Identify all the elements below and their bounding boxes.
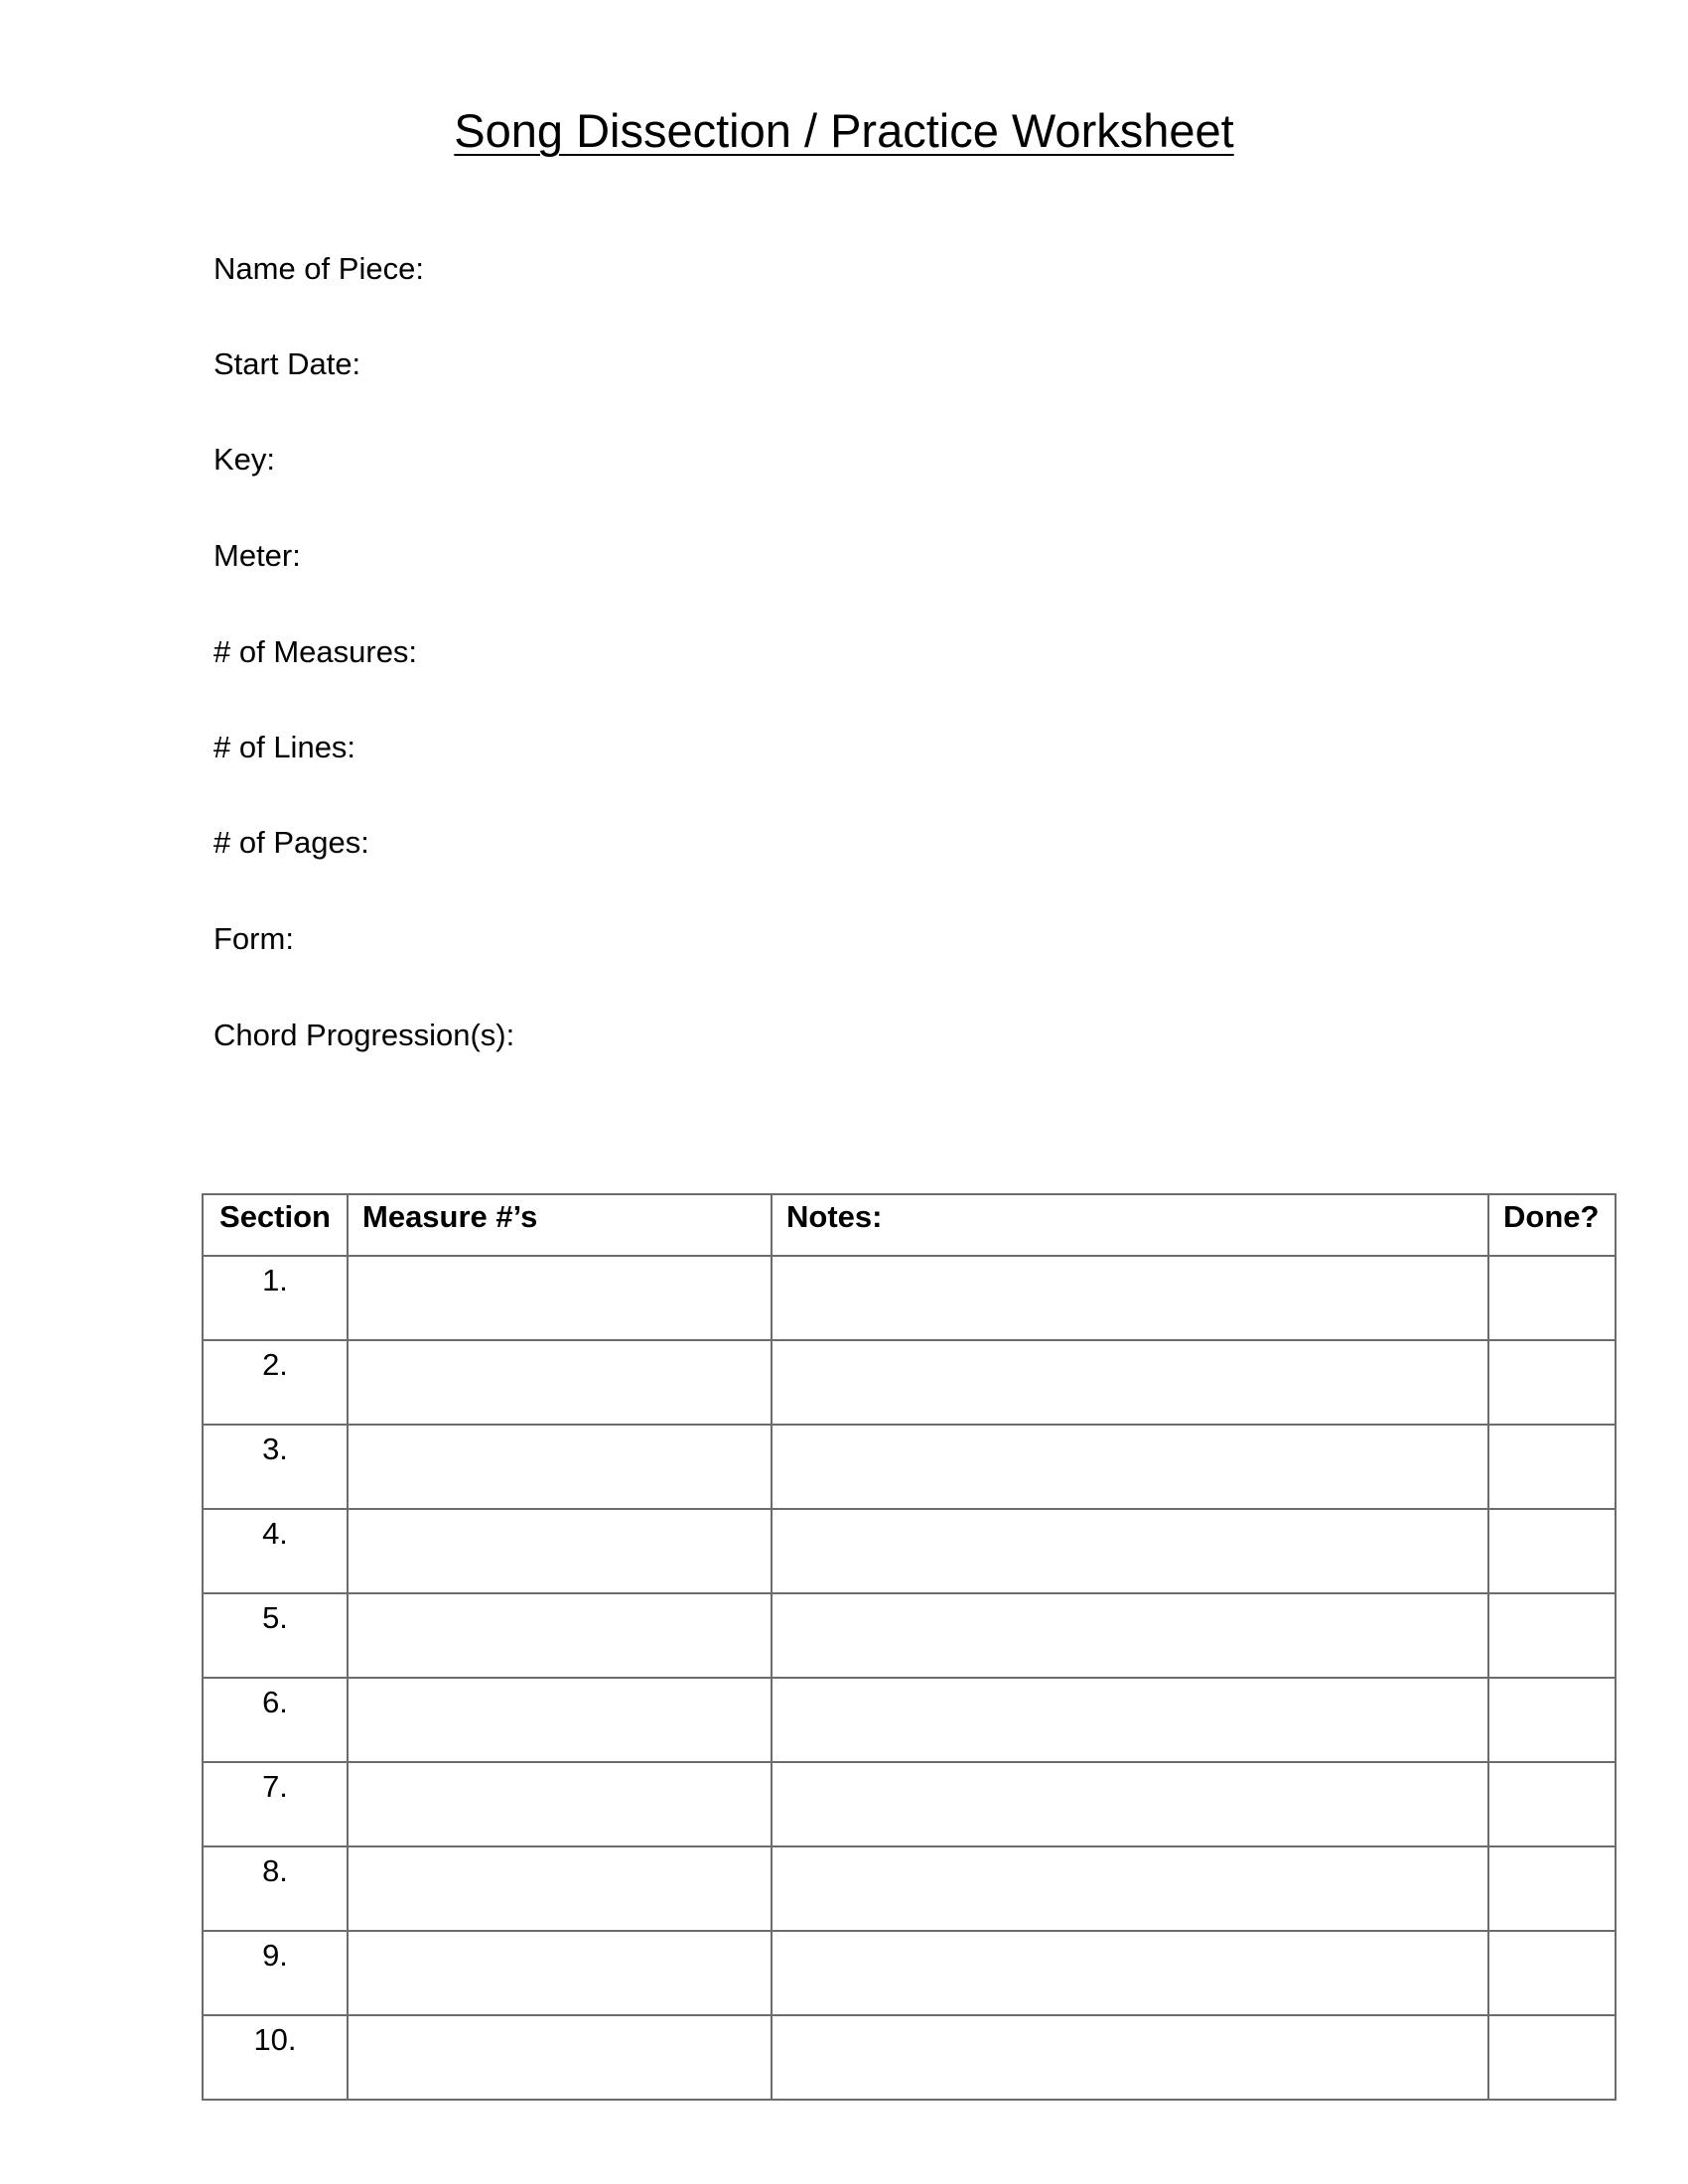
table-header-row <box>203 1194 1616 1256</box>
section-number: 6. <box>203 1678 348 1762</box>
field-number-of-lines: # of Lines: <box>213 730 356 764</box>
field-number-of-measures: # of Measures: <box>213 634 418 669</box>
done-cell[interactable] <box>1488 1931 1616 2015</box>
table-row <box>203 1678 1616 1762</box>
notes-cell[interactable] <box>772 1846 1488 1931</box>
notes-cell[interactable] <box>772 1593 1488 1678</box>
field-name-of-piece: Name of Piece: <box>213 251 424 286</box>
field-key: Key: <box>213 442 276 477</box>
done-cell[interactable] <box>1488 1256 1616 1340</box>
notes-cell[interactable] <box>772 1762 1488 1846</box>
header-notes: Notes: <box>772 1194 1488 1256</box>
section-number: 9. <box>203 1931 348 2015</box>
measures-cell[interactable] <box>348 1256 772 1340</box>
section-number: 10. <box>203 2015 348 2100</box>
section-number: 8. <box>203 1846 348 1931</box>
done-cell[interactable] <box>1488 2015 1616 2100</box>
done-cell[interactable] <box>1488 1593 1616 1678</box>
header-done: Done? <box>1488 1194 1616 1256</box>
measures-cell[interactable] <box>348 1340 772 1425</box>
field-meter: Meter: <box>213 538 301 573</box>
header-section: Section <box>203 1194 348 1256</box>
done-cell[interactable] <box>1488 1678 1616 1762</box>
notes-cell[interactable] <box>772 1256 1488 1340</box>
section-number: 5. <box>203 1593 348 1678</box>
notes-cell[interactable] <box>772 1340 1488 1425</box>
section-number: 1. <box>203 1256 348 1340</box>
table-row <box>203 1340 1616 1425</box>
table-row <box>203 1846 1616 1931</box>
table-row <box>203 1509 1616 1593</box>
measures-cell[interactable] <box>348 1509 772 1593</box>
done-cell[interactable] <box>1488 1762 1616 1846</box>
done-cell[interactable] <box>1488 1509 1616 1593</box>
section-number: 4. <box>203 1509 348 1593</box>
table-row <box>203 1593 1616 1678</box>
table-row <box>203 1931 1616 2015</box>
field-start-date: Start Date: <box>213 346 361 381</box>
measures-cell[interactable] <box>348 1593 772 1678</box>
done-cell[interactable] <box>1488 1340 1616 1425</box>
field-number-of-pages: # of Pages: <box>213 825 369 860</box>
measures-cell[interactable] <box>348 1762 772 1846</box>
section-number: 2. <box>203 1340 348 1425</box>
done-cell[interactable] <box>1488 1846 1616 1931</box>
measures-cell[interactable] <box>348 1846 772 1931</box>
table-row <box>203 1425 1616 1509</box>
field-chord-progressions: Chord Progression(s): <box>213 1018 515 1052</box>
notes-cell[interactable] <box>772 1678 1488 1762</box>
notes-cell[interactable] <box>772 2015 1488 2100</box>
measures-cell[interactable] <box>348 2015 772 2100</box>
measures-cell[interactable] <box>348 1425 772 1509</box>
table-row <box>203 1256 1616 1340</box>
notes-cell[interactable] <box>772 1931 1488 2015</box>
field-form: Form: <box>213 921 294 956</box>
section-number: 3. <box>203 1425 348 1509</box>
table-row <box>203 1762 1616 1846</box>
notes-cell[interactable] <box>772 1425 1488 1509</box>
done-cell[interactable] <box>1488 1425 1616 1509</box>
page-title: Song Dissection / Practice Worksheet <box>454 104 1234 157</box>
measures-cell[interactable] <box>348 1931 772 2015</box>
measures-cell[interactable] <box>348 1678 772 1762</box>
practice-table <box>202 1193 1617 2101</box>
table-row <box>203 2015 1616 2100</box>
notes-cell[interactable] <box>772 1509 1488 1593</box>
section-number: 7. <box>203 1762 348 1846</box>
header-measures: Measure #’s <box>348 1194 772 1256</box>
